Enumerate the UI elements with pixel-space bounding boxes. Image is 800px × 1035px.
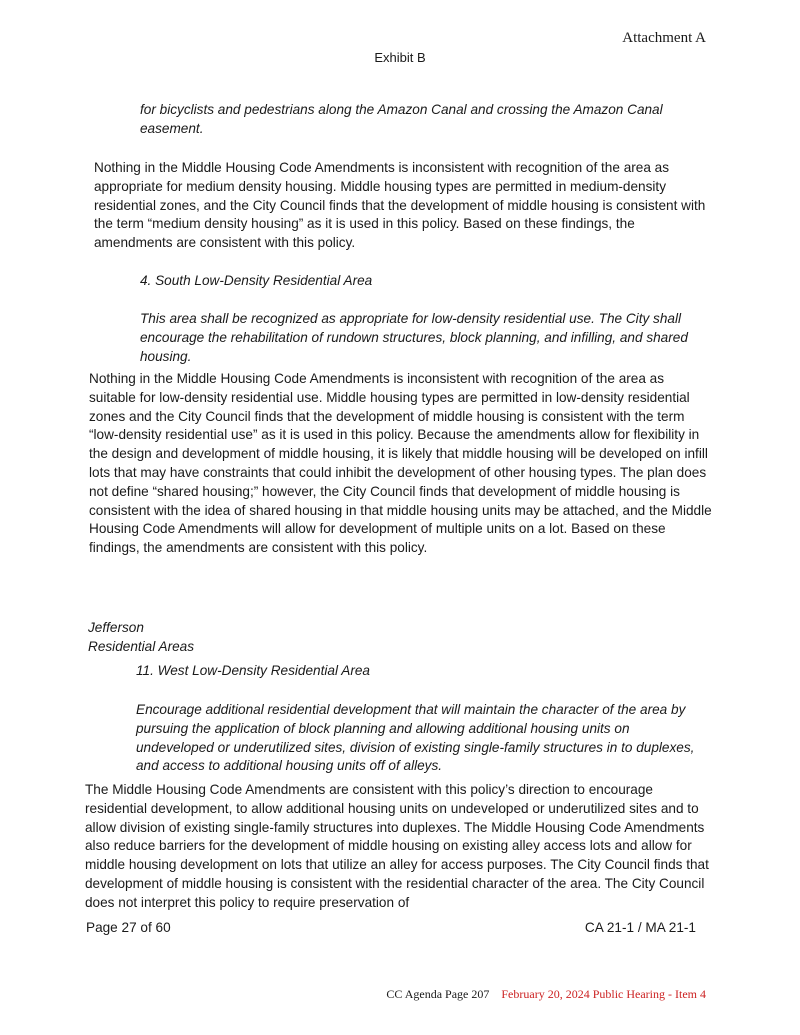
attachment-label: Attachment A [622,30,706,46]
hearing-label: February 20, 2024 Public Hearing - Item 4 [501,987,706,1001]
policy-quote-west-low-density: Encourage additional residential development that will maintain the character of the area by pursuing the application of block planning and allowing additional housing units on undeveloped or underutilized sites, division of existing single-family structures in to duplexes, and access to additional housing units off of alleys. [136,702,695,774]
policy-quote-south-low-density: This area shall be recognized as appropriate for low-density residential use. The City shall encourage the rehabilitation of rundown structures, block planning, and infilling, and shared housing. [140,311,688,364]
agenda-footer [386,987,706,1002]
policy-heading-south-low-density: 4. South Low-Density Residential Area [140,273,373,288]
finding-paragraph-west-low-density: The Middle Housing Code Amendments are consistent with this policy’s direction to encourage residential development, to allow additional housing units on undeveloped or underutilized sites and to allow division of existing single-family structures into duplexes. The Middle Housing Code Amendments also reduce barriers for the development of middle housing on existing alley access lots and allow for middle housing development on lots that utilize an alley for access purposes. The City Council finds that development of middle housing is consistent with the residential character of the area. The City Council does not interpret this policy to require preservation of [85,782,709,910]
cc-agenda-page: CC Agenda Page 207 [386,987,490,1001]
finding-paragraph-medium-density: Nothing in the Middle Housing Code Amendments is inconsistent with recognition of the area as appropriate for medium density housing. Middle housing types are permitted in medium-density residential zones, and the City Council finds that the development of middle housing is consistent with the term “medium density housing” as it is used in this policy. Based on these findings, the amendments are consistent with this policy. [94,160,706,251]
policy-quote-continued: for bicyclists and pedestrians along the Amazon Canal and crossing the Amazon Canal easement. [140,102,663,136]
section-residential-areas: Residential Areas [88,639,195,654]
finding-paragraph-low-density: Nothing in the Middle Housing Code Amendments is inconsistent with recognition of the area as suitable for low-density residential use. Middle housing types are permitted in low-density residential zones and the City Council finds that the development of middle housing is consistent with the term “low-density residential use” as it is used in this policy. Because the amendments allow for flexibility in the design and development of middle housing, it is likely that middle housing will be developed on infill lots that may have constraints that could inhibit the development of other housing types. The plan does not define “shared housing;” however, the City Council finds that development of middle housing is consistent with the idea of shared housing in that middle housing units may be attached, and the Middle Housing Code Amendments will allow for development of multiple units on a lot. Based on these findings, the amendments are consistent with this policy. [89,371,712,556]
exhibit-label: Exhibit B [374,50,426,65]
page-number: Page 27 of 60 [86,920,171,935]
policy-heading-west-low-density: 11. West Low-Density Residential Area [136,663,370,678]
section-jefferson: Jefferson [88,620,144,635]
case-number: CA 21-1 / MA 21-1 [584,920,696,935]
